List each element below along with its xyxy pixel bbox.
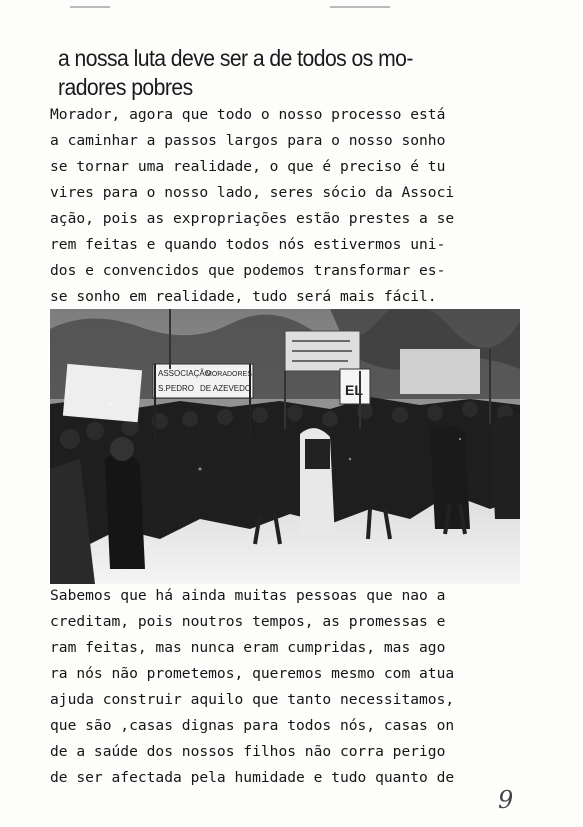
text-line: rem feitas e quando todos nós estivermos uni- xyxy=(50,236,446,253)
text-line: de ser afectada pela humidade e tudo quanto de xyxy=(50,769,455,786)
page-number: 9 xyxy=(498,786,514,814)
demonstration-photo xyxy=(50,309,520,584)
paragraph-closing xyxy=(50,583,520,791)
association-banner xyxy=(153,364,253,398)
text-line: que são ,casas dignas para todos nós, casas on xyxy=(50,717,455,734)
text-line: ram feitas, mas nunca eram cumpridas, mas ago xyxy=(50,639,446,656)
text-line: a caminhar a passos largos para o nosso sonho xyxy=(50,132,446,149)
text-line: ajuda construir aquilo que tanto necessitamos, xyxy=(50,691,455,708)
text-line: creditam, pois noutros tempos, as promessas e xyxy=(50,613,446,630)
banner-text: S.PEDRO xyxy=(158,384,195,393)
banner-text: MORADORES xyxy=(206,371,252,378)
scan-artifact xyxy=(330,6,390,8)
text-line: ra nós não prometemos, queremos mesmo com atua xyxy=(50,665,455,682)
banner-left-white xyxy=(63,364,142,422)
banner-far-right xyxy=(400,349,480,394)
banner-text: ASSOCIAÇÃO xyxy=(158,369,211,378)
text-line: ação, pois as expropriações estão prestes a se xyxy=(50,210,455,227)
text-line: se sonho em realidade, tudo será mais fácil. xyxy=(50,288,437,305)
text-line: dos e convencidos que podemos transformar es- xyxy=(50,262,446,279)
text-line: de a saúde dos nossos filhos não corra perigo xyxy=(50,743,446,760)
heading-line: a nossa luta deve ser a de todos os mo- xyxy=(58,45,413,71)
heading-line: radores pobres xyxy=(58,74,193,100)
flag-text: EL xyxy=(345,382,363,398)
text-line: Morador, agora que todo o nosso processo está xyxy=(50,106,446,123)
text-line: se tornar uma realidade, o que é preciso é tu xyxy=(50,158,446,175)
banner-text: DE AZEVEDO xyxy=(200,384,252,393)
scan-artifact xyxy=(70,6,110,8)
paragraph-intro xyxy=(50,102,520,310)
text-line: vires para o nosso lado, seres sócio da Associ xyxy=(50,184,455,201)
page-heading xyxy=(58,44,481,102)
text-line: Sabemos que há ainda muitas pessoas que nao a xyxy=(50,587,446,604)
